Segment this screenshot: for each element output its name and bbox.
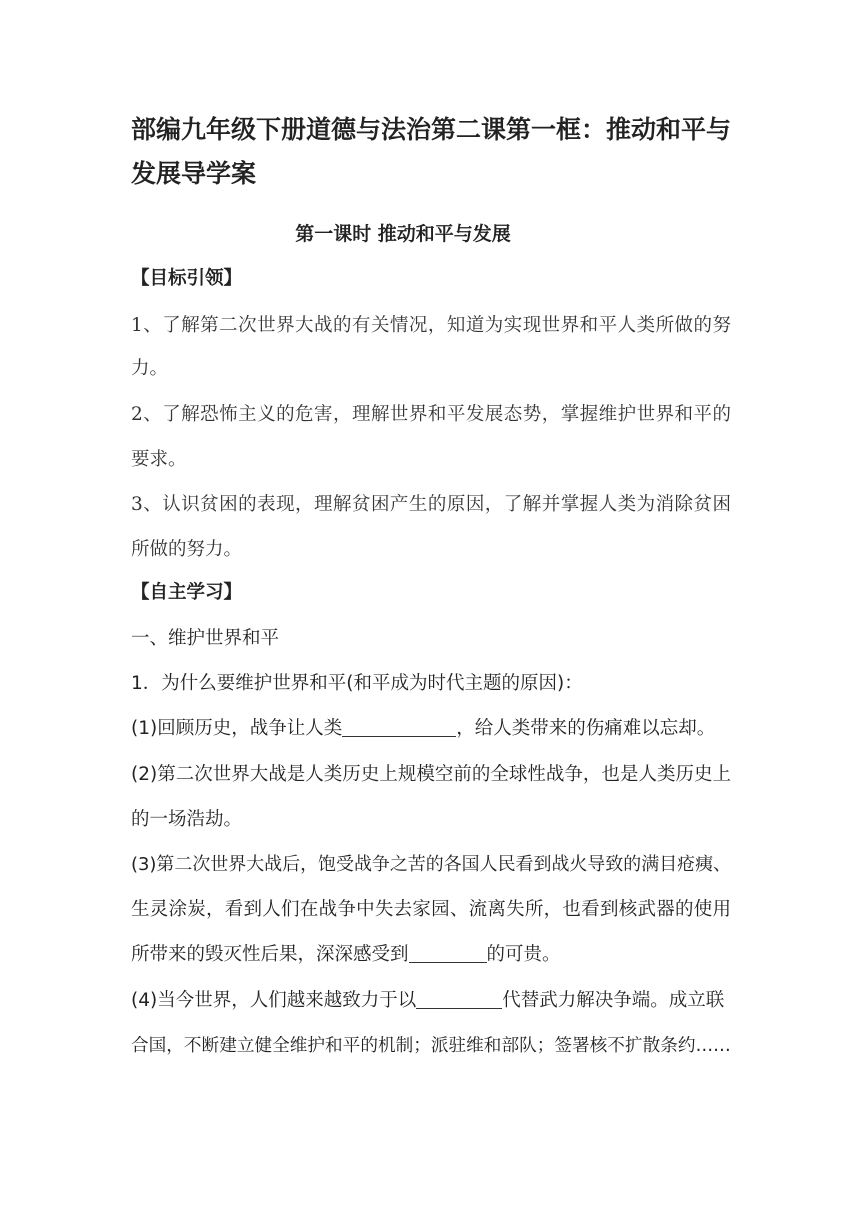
point-4-line-2: 合国，不断建立健全维护和平的机制；派驻维和部队；签署核不扩散条约……	[131, 1036, 731, 1056]
question-1: 1．为什么要维护世界和平(和平成为时代主题的原因)：	[131, 673, 583, 694]
fill-blank-1[interactable]	[342, 718, 456, 737]
point-4-line-1	[131, 988, 731, 1014]
part1-heading: 一、维护世界和平	[131, 628, 280, 649]
document-title-line-2: 发展导学案	[131, 159, 257, 188]
point-3-line-3	[131, 942, 731, 968]
goal-item-1-line-2: 力。	[131, 358, 169, 379]
point-1	[131, 716, 731, 742]
goal-item-1-line-1: 1、了解第二次世界大战的有关情况，知道为实现世界和平人类所做的努	[131, 315, 731, 336]
lesson-subtitle: 第一课时 推动和平与发展	[295, 223, 511, 245]
point-3-line-1: (3)第二次世界大战后，饱受战争之苦的各国人民看到战火导致的满目疮痍、	[131, 854, 731, 875]
point-3-text-after: 的可贵。	[486, 944, 561, 965]
fill-blank-3[interactable]	[416, 990, 502, 1009]
point-4-text-after: 代替武力解决争端。成立联	[502, 990, 725, 1011]
point-3-line-2: 生灵涂炭，看到人们在战争中失去家园、流离失所，也看到核武器的使用	[131, 899, 731, 920]
point-4-text-before: (4)当今世界，人们越来越致力于以	[131, 990, 417, 1011]
goal-item-2-line-1: 2、了解恐怖主义的危害，理解世界和平发展态势，掌握维护世界和平的	[131, 404, 731, 425]
study-heading: 【自主学习】	[131, 582, 243, 603]
point-2-line-2: 的一场浩劫。	[131, 809, 243, 830]
point-1-text-after: ，给人类带来的伤痛难以忘却。	[456, 718, 716, 739]
point-1-text-before: (1)回顾历史，战争让人类	[131, 718, 343, 739]
goal-item-3-line-1: 3、认识贫困的表现，理解贫困产生的原因，了解并掌握人类为消除贫困	[131, 494, 731, 515]
goals-heading: 【目标引领】	[131, 268, 243, 289]
document-title-line-1: 部编九年级下册道德与法治第二课第一框：推动和平与	[131, 115, 732, 144]
point-2-line-1: (2)第二次世界大战是人类历史上规模空前的全球性战争，也是人类历史上	[131, 764, 731, 785]
goal-item-3-line-2: 所做的努力。	[131, 539, 243, 560]
goal-item-2-line-2: 要求。	[131, 449, 187, 470]
fill-blank-2[interactable]	[409, 944, 487, 963]
point-3-text-before: 所带来的毁灭性后果，深深感受到	[131, 944, 409, 965]
